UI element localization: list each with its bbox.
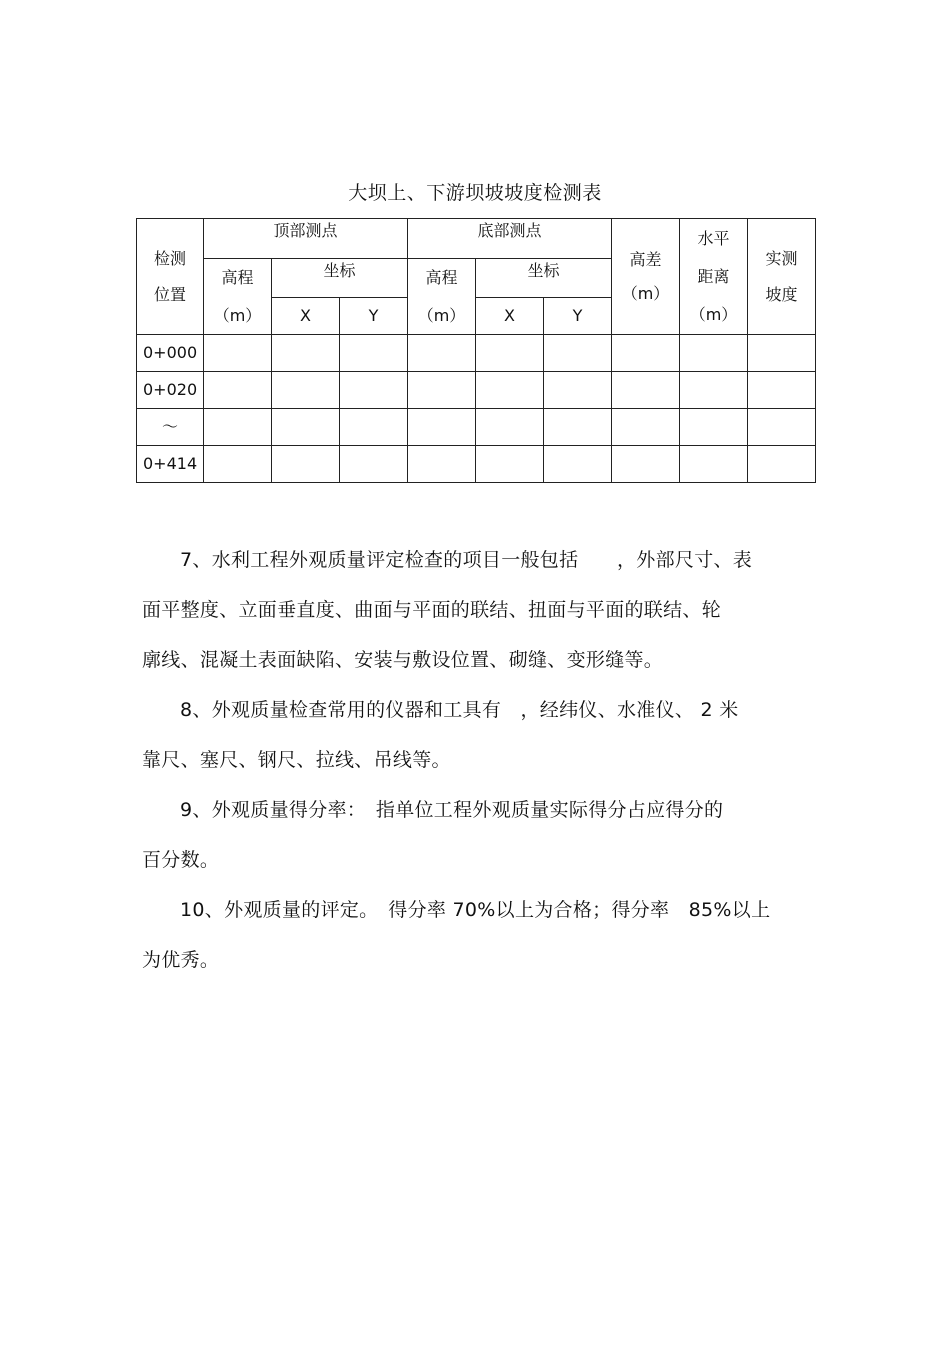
header-bottom-elevation [408, 259, 476, 335]
row-position: ～ [137, 409, 204, 446]
header-hd-line2: 距离 [697, 266, 730, 286]
slope-survey-table [136, 218, 816, 483]
table-cell [340, 446, 408, 483]
header-top-elevation [204, 259, 272, 335]
header-bottom-coord: 坐标 [476, 259, 612, 298]
paragraph-line: 为优秀。 [142, 949, 220, 971]
paragraph-8 [142, 685, 814, 785]
header-slope-line1: 实测 [765, 248, 798, 268]
paragraph-number: 9、 [180, 799, 212, 821]
header-top-point: 顶部测点 [204, 219, 408, 259]
table-cell [544, 372, 612, 409]
row-position: 0+414 [137, 446, 204, 483]
paragraph-9 [142, 785, 814, 885]
table-cell [204, 335, 272, 372]
table-cell [204, 372, 272, 409]
table-row [137, 372, 816, 409]
header-measured-slope [748, 219, 816, 335]
header-bottom-elev-line2: （m） [417, 305, 466, 325]
paragraph-line [142, 535, 814, 585]
paragraph-text: 外观质量得分率： 指单位工程外观质量实际得分占应得分的 [211, 799, 724, 821]
table-cell [408, 446, 476, 483]
table-cell [680, 409, 748, 446]
header-hd-line3: （m） [689, 304, 738, 324]
header-bottom-x: X [476, 298, 544, 335]
header-height-diff [612, 219, 680, 335]
table-cell [408, 409, 476, 446]
table-cell [680, 372, 748, 409]
header-hd-line1: 水平 [697, 228, 730, 248]
table-cell [476, 446, 544, 483]
header-position-line2: 位置 [153, 284, 186, 304]
table-cell [544, 335, 612, 372]
paragraph-line: 百分数。 [142, 849, 220, 871]
header-position [137, 219, 204, 335]
table-cell [748, 335, 816, 372]
table-row [137, 446, 816, 483]
table-row [137, 409, 816, 446]
header-position-line1: 检测 [153, 248, 186, 268]
paragraph-number: 10、 [180, 899, 225, 921]
table-cell [272, 335, 340, 372]
table-cell [408, 372, 476, 409]
table-cell [204, 446, 272, 483]
table-cell [408, 335, 476, 372]
header-top-coord: 坐标 [272, 259, 408, 298]
paragraph-text: 外观质量的评定。 得分率 70%以上为合格；得分率 85%以上 [224, 899, 771, 921]
paragraph-line [142, 685, 814, 735]
paragraph-10 [142, 885, 814, 985]
table-row [137, 335, 816, 372]
table-cell [612, 335, 680, 372]
header-top-x: X [272, 298, 340, 335]
header-bottom-y: Y [544, 298, 612, 335]
table-cell [612, 372, 680, 409]
table-cell [476, 409, 544, 446]
paragraph-text: 水利工程外观质量评定检查的项目一般包括 ，外部尺寸、表 [211, 549, 753, 571]
table-cell [272, 446, 340, 483]
header-horizontal-distance [680, 219, 748, 335]
header-slope-line2: 坡度 [765, 284, 798, 304]
table-cell [544, 446, 612, 483]
header-top-elev-line1: 高程 [221, 267, 254, 287]
paragraph-7 [142, 535, 814, 685]
paragraph-number: 7、 [180, 549, 212, 571]
header-bottom-elev-line1: 高程 [425, 267, 458, 287]
table-cell [272, 372, 340, 409]
row-position: 0+000 [137, 335, 204, 372]
table-cell [340, 372, 408, 409]
table-cell [476, 372, 544, 409]
table-cell [340, 409, 408, 446]
header-top-elev-line2: （m） [213, 305, 262, 325]
paragraph-line [142, 785, 814, 835]
paragraph-line [142, 885, 814, 935]
table-cell [544, 409, 612, 446]
table-cell [272, 409, 340, 446]
row-position: 0+020 [137, 372, 204, 409]
header-height-diff-line1: 高差 [629, 249, 662, 269]
paragraph-line: 靠尺、塞尺、钢尺、拉线、吊线等。 [142, 749, 451, 771]
table-cell [748, 446, 816, 483]
header-height-diff-line2: （m） [621, 283, 670, 303]
table-cell [612, 446, 680, 483]
table-cell [748, 409, 816, 446]
table-cell [680, 446, 748, 483]
paragraph-number: 8、 [180, 699, 212, 721]
paragraph-line: 廓线、混凝土表面缺陷、安装与敷设位置、砌缝、变形缝等。 [142, 649, 664, 671]
table-cell [204, 409, 272, 446]
table-cell [748, 372, 816, 409]
table-cell [680, 335, 748, 372]
paragraph-line: 面平整度、立面垂直度、曲面与平面的联结、扭面与平面的联结、轮 [142, 599, 722, 621]
paragraph-text: 外观质量检查常用的仪器和工具有 ，经纬仪、水准仪、 2 米 [211, 699, 739, 721]
table-cell [476, 335, 544, 372]
table-cell [340, 335, 408, 372]
table-cell [612, 409, 680, 446]
table-title: 大坝上、下游坝坡坡度检测表 [348, 182, 602, 204]
header-bottom-point: 底部测点 [408, 219, 612, 259]
header-top-y: Y [340, 298, 408, 335]
